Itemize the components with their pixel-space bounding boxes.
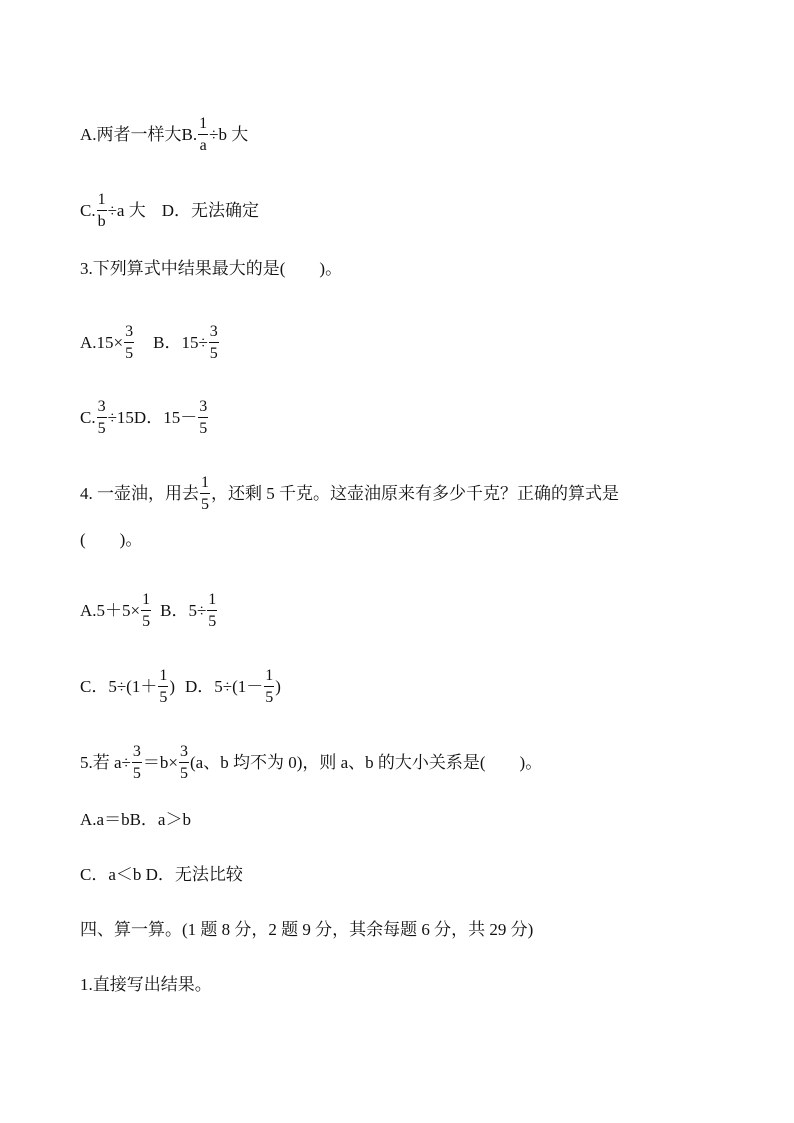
q5-option-ab: A.a＝bB．a＞b <box>80 810 191 829</box>
fraction: $\frac{1}{5}$ <box>208 591 217 630</box>
q5-stem: 5.若 a÷ $\frac{3}{5}$ ＝b× $\frac{3}{5}$ (a、b 均不为 0)，则 a、b 的大小关系是( )。 <box>80 743 543 782</box>
q4-stem-end: ( )。 <box>80 530 143 549</box>
fraction: $\frac{1}{b}$ <box>97 191 106 230</box>
fraction: $\frac{3}{5}$ <box>179 743 188 782</box>
fraction: $\frac{3}{5}$ <box>132 743 141 782</box>
fraction: $\frac{3}{5}$ <box>125 323 134 362</box>
q4-stem: 4. 一壶油，用去 $\frac{1}{5}$ ，还剩 5 千克。这壶油原来有多少千克？正确的算式是 <box>80 474 619 513</box>
fraction: $\frac{1}{5}$ <box>265 667 274 706</box>
q3-stem: 3.下列算式中结果最大的是( )。 <box>80 259 343 278</box>
section-heading: 四、算一算。(1 题 8 分，2 题 9 分，其余每题 6 分，共 29 分) <box>80 920 534 939</box>
q3-option-ab: A.15× $\frac{3}{5}$ B．15÷ $\frac{3}{5}$ <box>80 323 218 362</box>
fraction: $\frac{1}{5}$ <box>159 667 168 706</box>
q4-option-cd: C．5÷(1＋ $\frac{1}{5}$ ) D．5÷(1－ $\frac{1}{5}$ ) <box>80 667 281 706</box>
q3-option-cd: C. $\frac{3}{5}$ ÷15D．15－ $\frac{3}{5}$ <box>80 398 208 437</box>
fraction: $\frac{3}{5}$ <box>209 323 218 362</box>
fraction: $\frac{1}{5}$ <box>201 474 209 513</box>
fraction: $\frac{3}{5}$ <box>199 398 208 437</box>
fraction: $\frac{3}{5}$ <box>97 398 106 437</box>
q4-option-ab: A.5＋5× $\frac{1}{5}$ B．5÷ $\frac{1}{5}$ <box>80 591 217 630</box>
section-question-1: 1.直接写出结果。 <box>80 975 212 994</box>
fraction: $\frac{1}{5}$ <box>142 591 151 630</box>
q2-option-cd: C. $\frac{1}{b}$ ÷a 大 D．无法确定 <box>80 191 260 230</box>
fraction: $\frac{1}{a}$ <box>199 115 208 154</box>
q2-option-ab: A.两者一样大B. $\frac{1}{a}$ ÷b 大 <box>80 115 249 154</box>
q5-option-cd: C．a＜b D．无法比较 <box>80 865 243 884</box>
